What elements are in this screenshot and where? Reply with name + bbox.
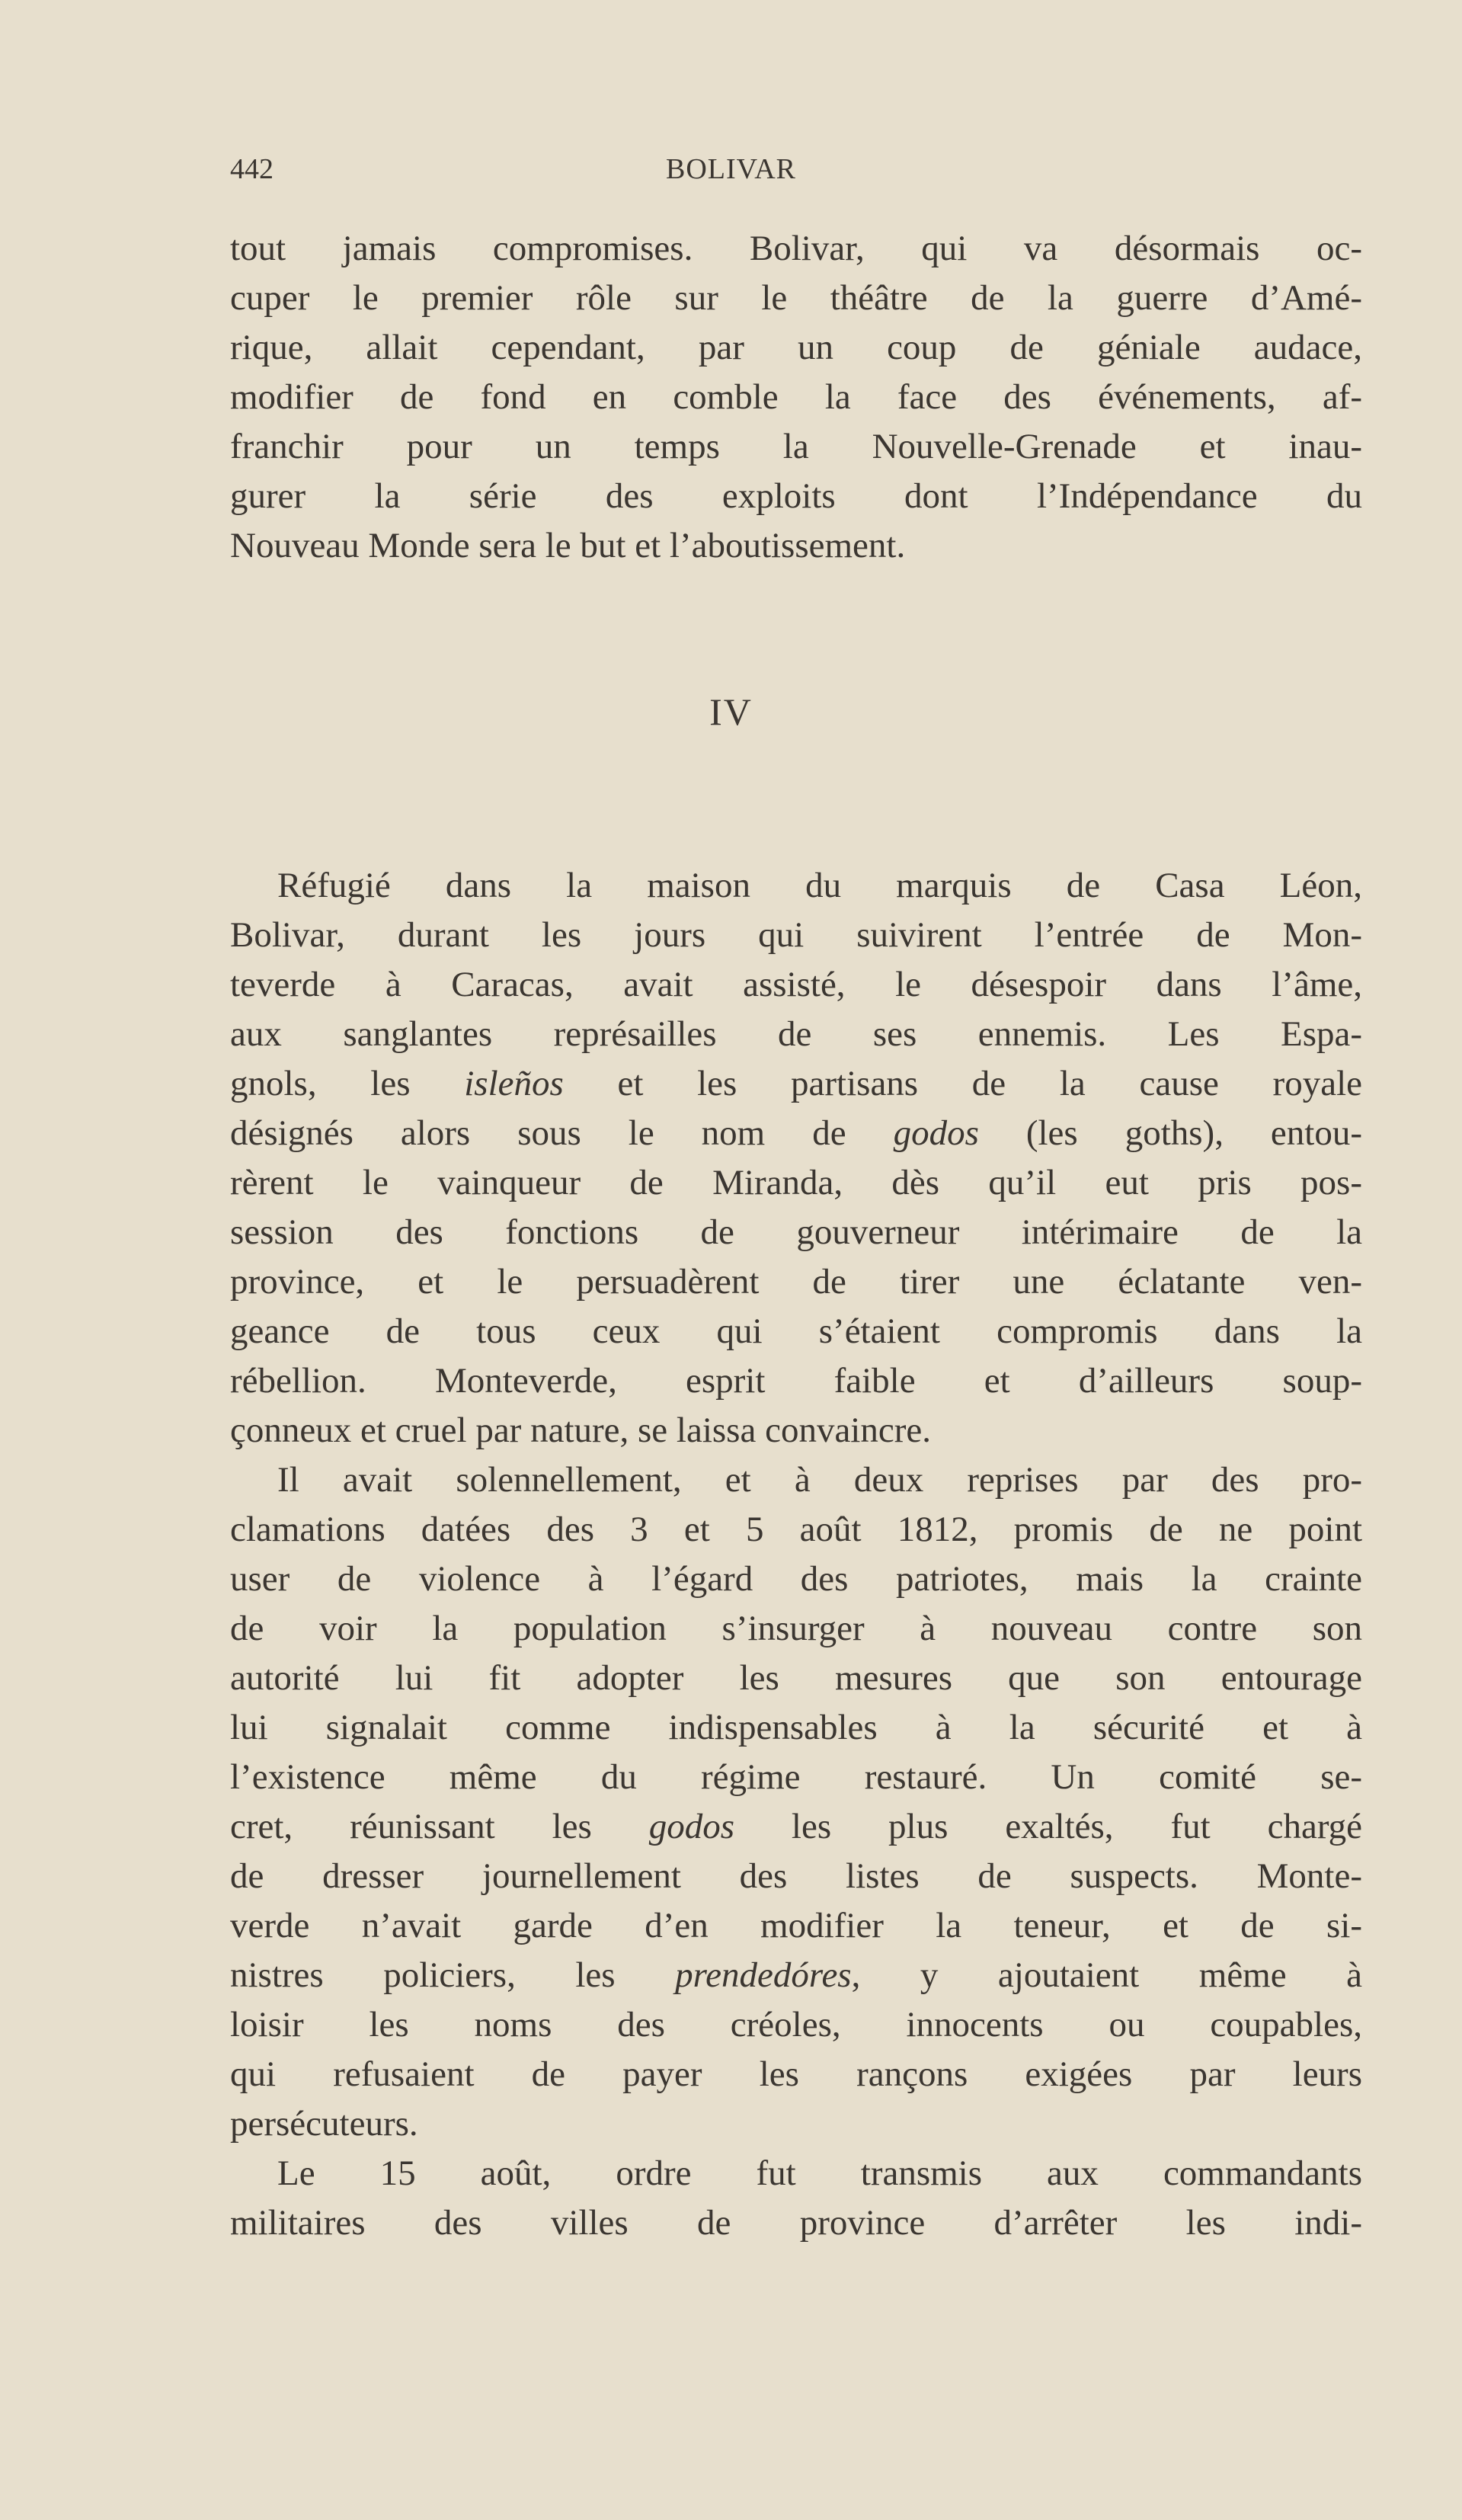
text-run: geance de tous ceux qui s’étaient compromis dans la — [230, 1311, 1362, 1351]
text-line — [230, 1307, 1362, 1356]
text-run: , y ajoutaient même à — [851, 1955, 1363, 1995]
text-run: autorité lui fit adopter les mesures que son entourage — [230, 1658, 1362, 1698]
text-line — [230, 2099, 1362, 2149]
section-heading: IV — [709, 690, 753, 733]
text-line — [230, 1703, 1362, 1753]
text-run: aux sanglantes représailles de ses ennemis. Les Espa- — [230, 1014, 1362, 1054]
text-line — [230, 2050, 1362, 2099]
text-run: modifier de fond en comble la face des événements, af- — [230, 377, 1362, 417]
text-line — [230, 472, 1362, 521]
text-line — [230, 1158, 1362, 1208]
text-line — [230, 1356, 1362, 1406]
text-run: cret, réunissant les — [230, 1807, 649, 1846]
text-run: de voir la population s’insurger à nouveau contre son — [230, 1609, 1362, 1648]
italic-term: godos — [893, 1113, 979, 1153]
paragraph-continuation — [230, 224, 1362, 571]
text-line — [230, 1257, 1362, 1307]
text-line — [230, 1455, 1362, 1505]
text-run: rèrent le vainqueur de Miranda, dès qu’il eut pris pos- — [230, 1163, 1362, 1202]
text-line — [230, 373, 1362, 422]
text-line — [230, 911, 1362, 960]
text-line — [230, 422, 1362, 472]
text-line — [230, 1059, 1362, 1109]
text-line — [230, 2149, 1362, 2198]
text-line — [230, 1555, 1362, 1604]
text-line — [230, 323, 1362, 373]
text-line — [230, 861, 1362, 911]
text-line — [230, 2000, 1362, 2050]
text-run: Le 15 août, ordre fut transmis aux commandants — [277, 2153, 1362, 2193]
text-run: l’existence même du régime restauré. Un comité se- — [230, 1757, 1362, 1797]
text-run: militaires des villes de province d’arrêter les indi- — [230, 2203, 1362, 2243]
text-run: verde n’avait garde d’en modifier la teneur, et de si- — [230, 1906, 1362, 1945]
text-run: et les partisans de la cause royale — [563, 1064, 1362, 1103]
text-line — [230, 2198, 1362, 2248]
text-line — [230, 1852, 1362, 1901]
text-line — [230, 1654, 1362, 1703]
text-run: çonneux et cruel par nature, se laissa convaincre. — [230, 1410, 931, 1450]
text-run: cuper le premier rôle sur le théâtre de la guerre d’Amé- — [230, 278, 1362, 318]
running-title: BOLIVAR — [666, 153, 796, 185]
text-line — [230, 1208, 1362, 1257]
text-run: qui refusaient de payer les rançons exigées par leurs — [230, 2054, 1362, 2094]
text-run: franchir pour un temps la Nouvelle-Grenade et inau- — [230, 427, 1362, 466]
text-run: les plus exaltés, fut chargé — [734, 1807, 1362, 1846]
italic-term: godos — [648, 1807, 735, 1846]
text-run: session des fonctions de gouverneur intérimaire de la — [230, 1212, 1362, 1252]
text-line — [230, 1951, 1362, 2000]
text-run: province, et le persuadèrent de tirer une éclatante ven- — [230, 1262, 1362, 1302]
text-run: lui signalait comme indispensables à la sécurité et à — [230, 1708, 1362, 1747]
text-run: (les goths), entou- — [978, 1113, 1362, 1153]
text-line — [230, 224, 1362, 274]
text-run: gnols, les — [230, 1064, 465, 1103]
text-run: Réfugié dans la maison du marquis de Casa Léon, — [277, 866, 1362, 905]
text-line — [230, 1010, 1362, 1059]
text-run: Il avait solennellement, et à deux reprises par des pro- — [277, 1460, 1362, 1500]
italic-term: isleños — [464, 1064, 564, 1103]
text-run: gurer la série des exploits dont l’Indépendance du — [230, 476, 1362, 516]
text-line — [230, 274, 1362, 323]
text-line — [230, 1753, 1362, 1802]
text-line — [230, 521, 1362, 571]
text-run: persécuteurs. — [230, 2104, 418, 2144]
text-line — [230, 1109, 1362, 1158]
text-run: nistres policiers, les — [230, 1955, 676, 1995]
text-run: désignés alors sous le nom de — [230, 1113, 894, 1153]
text-run: teverde à Caracas, avait assisté, le désespoir dans l’âme, — [230, 965, 1362, 1004]
text-run: rique, allait cependant, par un coup de géniale audace, — [230, 328, 1362, 367]
section-iv-body — [230, 861, 1362, 2248]
italic-term: prendedóres — [675, 1955, 852, 1995]
text-line — [230, 1604, 1362, 1654]
text-run: user de violence à l’égard des patriotes, mais la crainte — [230, 1559, 1362, 1599]
text-run: de dresser journellement des listes de suspects. Monte- — [230, 1856, 1362, 1896]
text-line — [230, 1406, 1362, 1455]
text-run: Bolivar, durant les jours qui suivirent l’entrée de Mon- — [230, 915, 1362, 955]
text-run: tout jamais compromises. Bolivar, qui va désormais oc- — [230, 229, 1362, 268]
text-line — [230, 960, 1362, 1010]
text-line — [230, 1802, 1362, 1852]
text-line — [230, 1901, 1362, 1951]
text-line — [230, 1505, 1362, 1555]
text-run: clamations datées des 3 et 5 août 1812, promis de ne point — [230, 1510, 1362, 1549]
text-run: Nouveau Monde sera le but et l’aboutissement. — [230, 526, 906, 565]
page-number: 442 — [230, 153, 274, 185]
text-run: rébellion. Monteverde, esprit faible et d’ailleurs soup- — [230, 1361, 1362, 1401]
text-run: loisir les noms des créoles, innocents ou coupables, — [230, 2005, 1362, 2044]
